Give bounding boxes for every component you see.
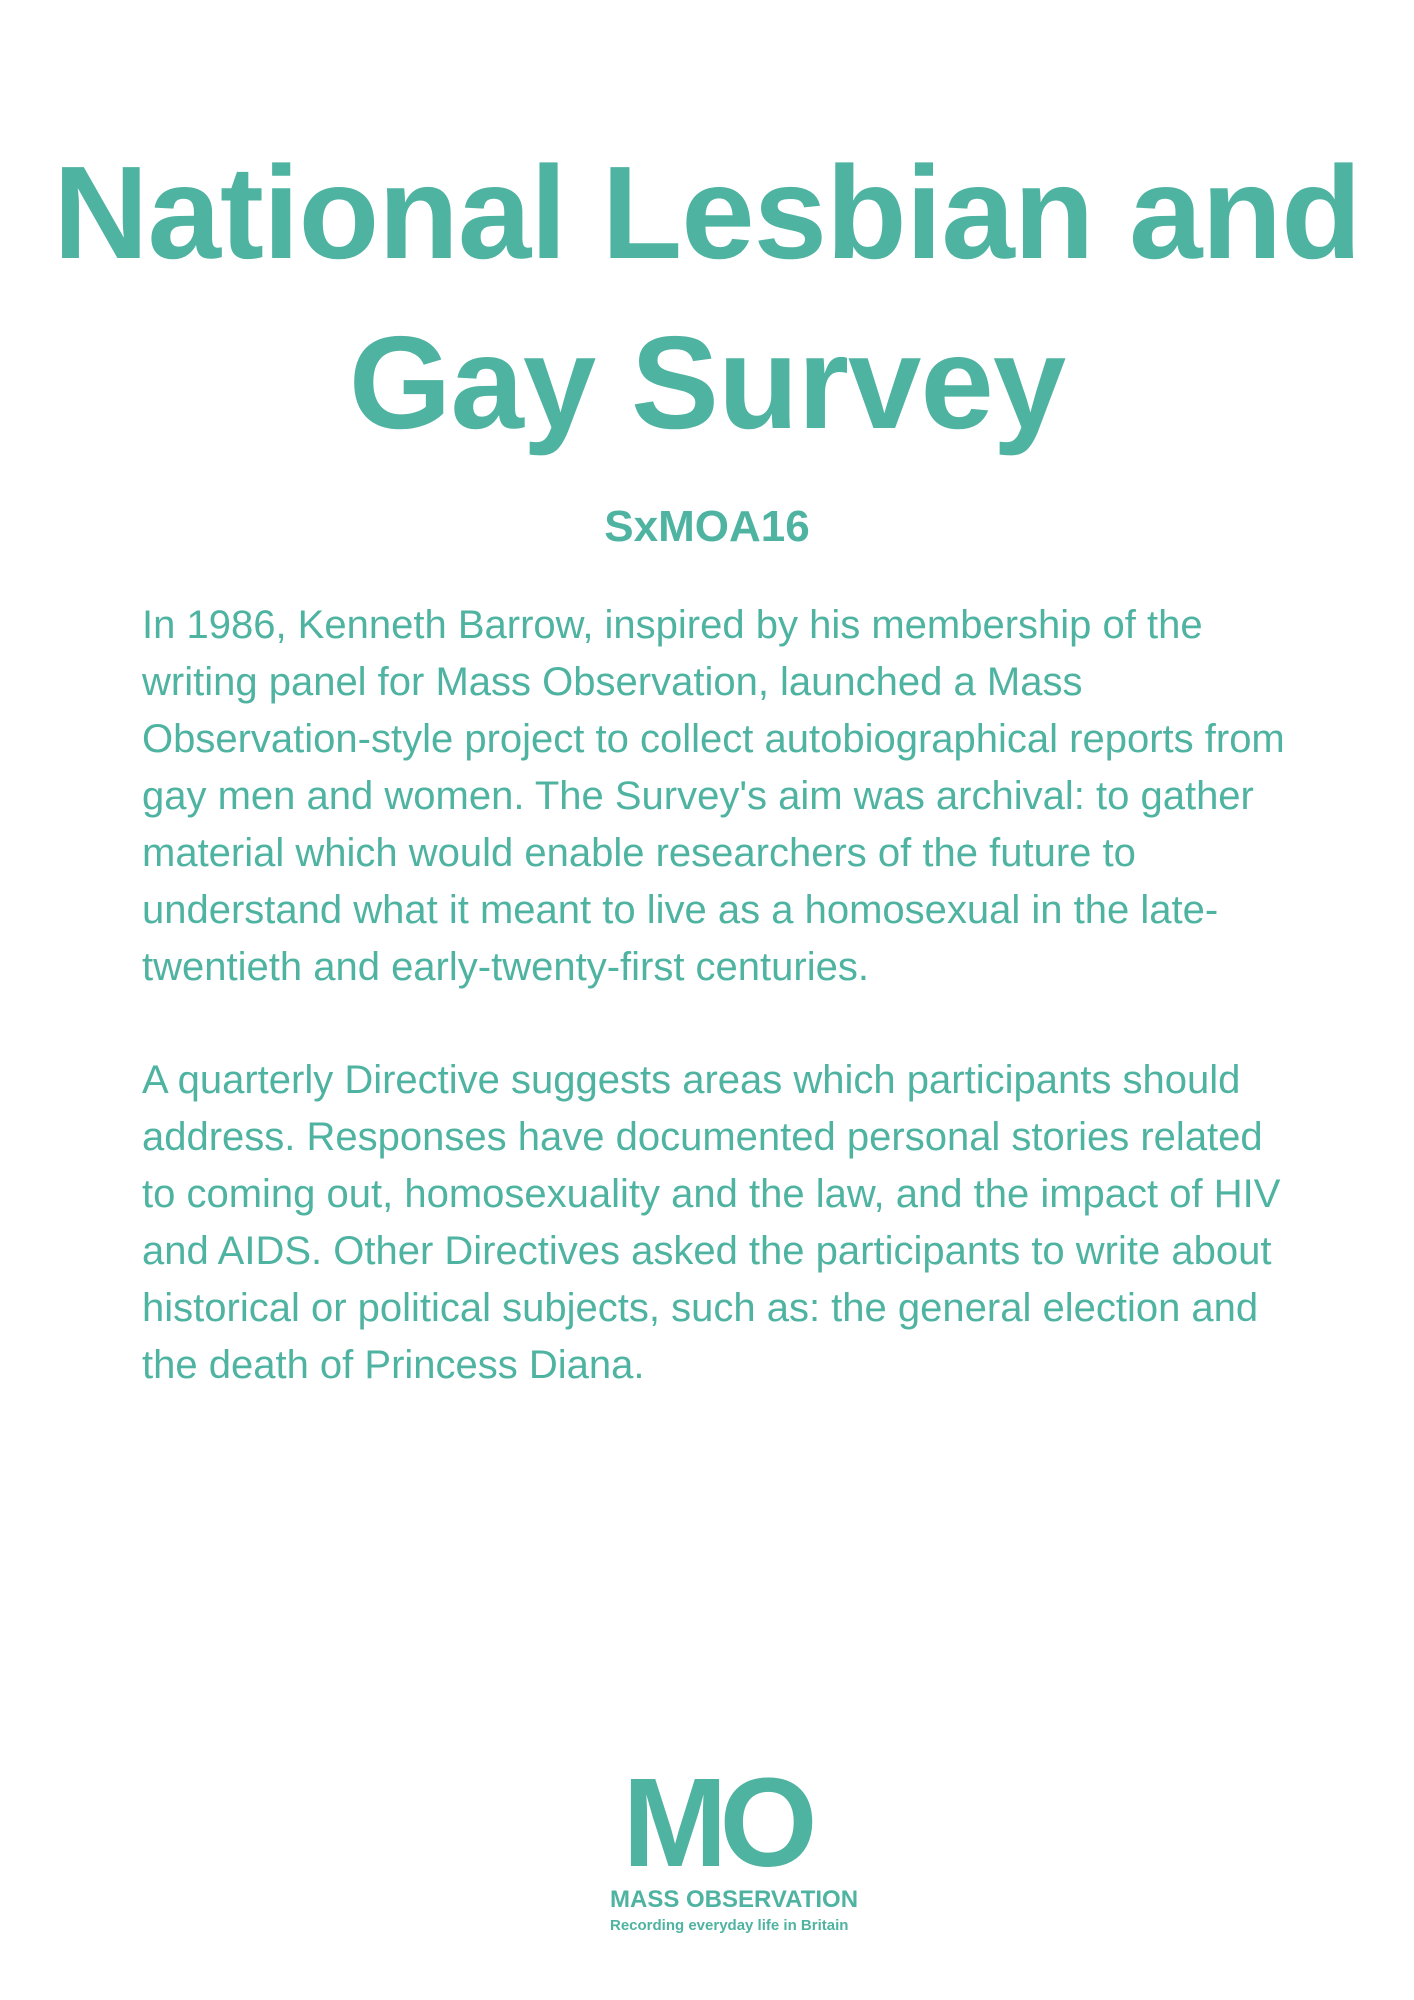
- collection-code: SxMOA16: [604, 502, 810, 551]
- logo-tagline: Recording everyday life in Britain: [610, 1917, 849, 1934]
- paragraph-intro: In 1986, Kenneth Barrow, inspired by his membership of the writing panel for Mass Observation, launched a Mass Observation-style project to collect autobiographical reports from gay men and women. The Survey's aim was archival: to gather material which would enable researchers of the future to understand what it meant to live as a homosexual in the late-twentieth and early-twenty-first centuries.: [142, 603, 1285, 989]
- logo-name: MASS OBSERVATION: [610, 1886, 859, 1913]
- page-title: National Lesbian and Gay Survey: [53, 139, 1361, 456]
- paragraph-directives: A quarterly Directive suggests areas which participants should address. Responses have documented personal stories related to coming out, homosexuality and the law, and the impact of HIV and AIDS. Other Directives asked the participants to write about historical or political subjects, such as: the general election and the death of Princess Diana.: [142, 1058, 1281, 1387]
- logo-mark: MO: [622, 1752, 810, 1893]
- mass-observation-logo: [610, 1752, 859, 1938]
